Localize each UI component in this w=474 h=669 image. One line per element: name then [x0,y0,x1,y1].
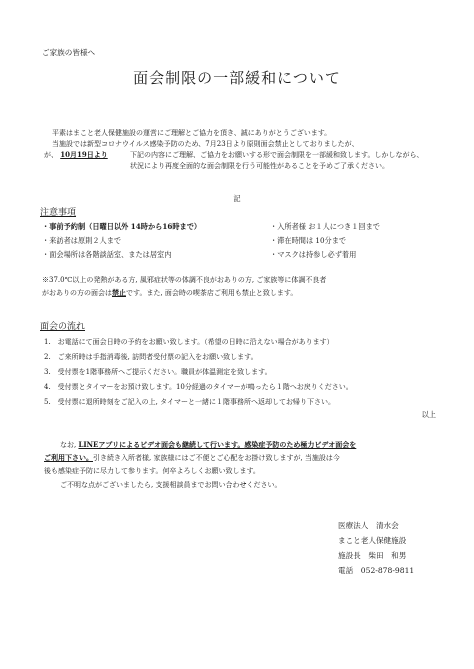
note-mask: ・マスクは持参し必ず着用 [270,250,357,259]
warning-prefix: がおありの方の面会は [42,289,112,297]
intro-line-3 [44,150,108,160]
closing-line-1 [60,440,356,450]
closing-line-3: 後も感染症予防に尽力して参ります。何卒よろしくお願い致します。 [44,467,260,475]
signature-phone: 電話 052-878-9811 [338,566,415,575]
intro-line-2: 当施設では新型コロナウイルス感染予防のため、7月23日より原則面会禁止としておりましたが、 [52,140,359,148]
signature-director: 施設長 柴田 和男 [338,551,407,560]
notes-heading: 注意事項 [40,208,77,218]
note-reservation: ・事前予約制（日曜日以外 14時から16時まで） [42,222,202,231]
warning-prohibited: 禁止 [112,288,126,297]
flow-step-1: 1. お電話にて面会日時の予約をお願い致します。（希望の日時に沿えない場合があります） [44,338,334,346]
flow-step-5: 5. 受付票に退所時刻をご記入の上, タイマーと一緒に１階事務所へ返却してお帰り下さい。 [44,398,335,406]
closing-apology: 引き続き入所者様, 家族様にはご不便とご心配をお掛け致しますが, 当施設は今 [93,454,340,462]
flow-step-4: 4. 受付票とタイマーをお預け致します。10分経過のタイマーが鳴ったら１階へお戻りください。 [44,383,353,391]
intro-date: 10月19日より [60,150,108,159]
warning-line-2 [42,288,297,298]
closing-video-request: 感染症予防のため極力ビデオ面会を [244,440,357,449]
ki-mark: 記 [233,194,241,203]
ijo-mark: 以上 [421,410,436,419]
closing-line-4: ご不明な点がございましたら, 支援相談員までお問い合わせください。 [60,481,282,489]
page-title: 面会制限の一部緩和について [133,69,341,87]
signature-facility: まこと老人保健施設 [338,536,407,545]
note-location: ・面会場所は各階談話室、または居室内 [42,250,172,259]
intro-continuation: が、 [44,151,58,159]
flow-step-2: 2. ご来所時は手指消毒後, 訪問者受付票の記入をお願い致します。 [44,353,258,361]
flow-heading: 面会の流れ [40,322,86,332]
salutation: ご家族の皆様へ [42,48,96,57]
warning-suffix: です。また, 面会時の喫茶店ご利用も禁止と致します。 [126,289,298,297]
note-visitors: ・来訪者は原則２人まで [42,236,122,245]
signature-corporation: 医療法人 清水会 [338,521,399,530]
closing-prefix: なお, [60,441,79,449]
intro-line-4: 下記の内容にご理解、ご協力をお願いする形で面会制限を一部緩和致します。しかしながら、状況により再度全面的な面会制限を行う可能性があることを予めご了承ください。 [130,151,424,170]
intro-line-1: 平素はまこと老人保健施設の運営にご理解とご協力を頂き、誠にありがとうございます。 [52,129,332,137]
warning-line-1: ※37.0℃以上の発熱がある方, 風邪症状等の体調不良がおありの方, ご家族等に体調不良者 [42,276,327,284]
closing-please-use: ご利用下さい。 [44,453,93,462]
flow-step-3: 3. 受付票を1階事務所へご提示ください。職員が体温測定を致します。 [44,368,272,376]
closing-line-video: LINEアプリによるビデオ面会も継続して行います。 [78,440,245,449]
closing-line-2 [44,453,340,463]
note-stay-time: ・滞在時間は 10分まで [270,236,347,245]
note-once-per-resident: ・入所者様 お１人につき１回まで [270,222,380,231]
